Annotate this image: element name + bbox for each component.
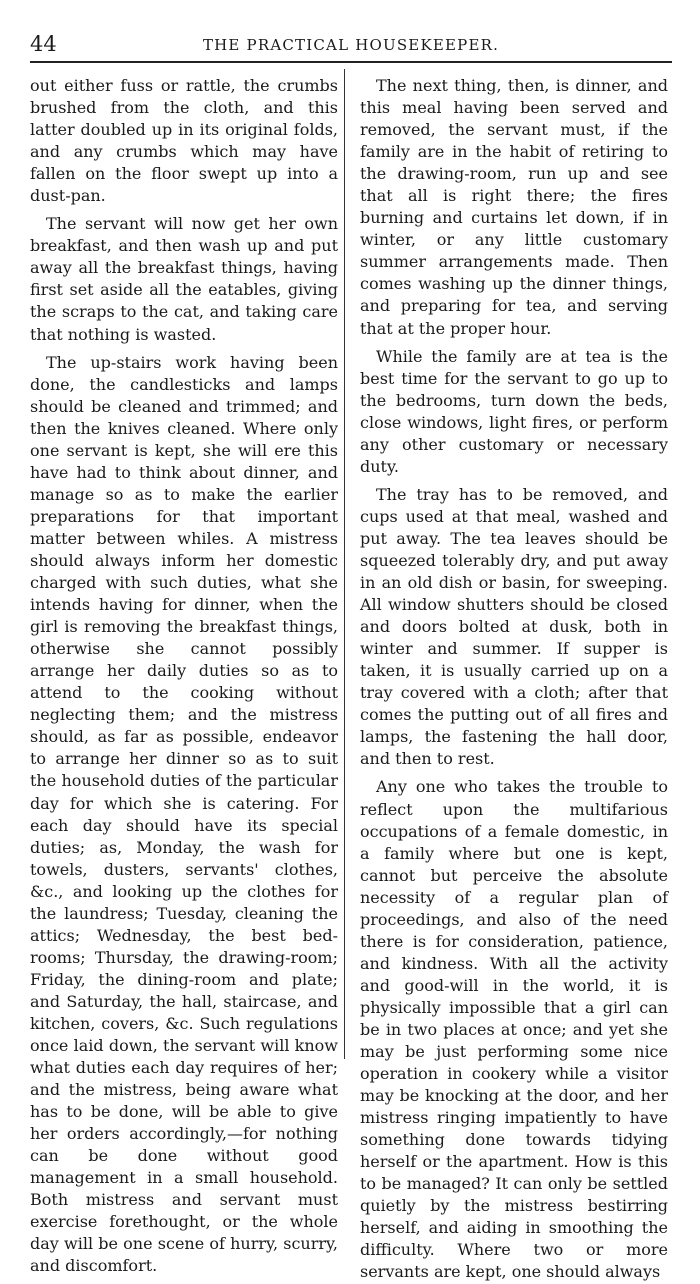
left-column — [30, 75, 338, 1276]
running-title: THE PRACTICAL HOUSEKEEPER. — [202, 36, 500, 54]
paragraph: The servant will now get her own breakfast, and then wash up and put away all the breakfast things, having first set aside all the eatables, giving the scraps to the cat, and taking care that nothing is wasted. — [30, 214, 338, 344]
page-number: 44 — [30, 32, 57, 56]
paragraph: The tray has to be removed, and cups used at that meal, washed and put away. The tea leaves should be squeezed tolerably dry, and put away in an old dish or basin, for sweeping. All window shutters should be closed and doors bolted at dusk, both in winter and summer. If supper is taken, it is usually carried up on a tray covered with a cloth; after that comes the putting out of all fires and lamps, the fastening the hall door, and then to rest. — [360, 484, 668, 769]
paragraph: The up-stairs work having been done, the candlesticks and lamps should be cleaned and trimmed; and then the knives cleaned. Where only one servant is kept, she will ere this have had to think about dinner, and manage so as to make the earlier preparations for that important matter between whiles. A mistress should always inform her domestic charged with such duties, what she intends having for dinner, when the girl is removing the breakfast things, otherwise she cannot possibly arrange her daily duties so as to attend to the cooking without neglecting them; and the mistress should, as far as possible, endeavor to arrange her dinner so as to suit the household duties of the particular day for which she is catering. For each day should have its special duties; as, Monday, the wash for towels, dusters, servants' clothes, &c., and looking up the clothes for the laundress; Tuesday, cleaning the attics; Wednesday, the best bed-rooms; Thursday, the drawing-room; Friday, the dining-room and plate; and Saturday, the hall, staircase, and kitchen, covers, &c. Such regulations once laid down, the servant will know what duties each day requires of her; and the mistress, being aware what has to be done, will be able to give her orders accordingly,—for nothing can be done without good management in a small household. Both mistress and servant must exercise forethought, or the whole day will be one scene of hurry, scurry, and discomfort. — [30, 352, 338, 1276]
header-rule — [30, 61, 672, 63]
column-divider — [344, 69, 345, 1059]
paragraph: The next thing, then, is dinner, and this meal having been served and removed, the servant must, if the family are in the habit of retiring to the drawing-room, run up and see that all is right there; the fires burning and curtains let down, if in winter, or any little customary summer arrangements made. Then comes washing up the dinner things, and preparing for tea, and serving that at the proper hour. — [360, 76, 668, 338]
right-column — [360, 75, 668, 1282]
page-header — [30, 28, 672, 60]
paragraph: Any one who takes the trouble to reflect upon the multifarious occupations of a female domestic, in a family where but one is kept, cannot but perceive the absolute necessity of a regular plan of proceedings, and also of the need there is for consideration, patience, and kindness. With all the activity and good-will in the world, it is physically impossible that a girl can be in two places at once; and yet she may be just performing some nice operation in cookery while a visitor may be knocking at the door, and her mistress ringing impatiently to have something done towards tidying herself or the apartment. How is this to be managed? It can only be settled quietly by the mistress bestirring herself, and aiding in smoothing the difficulty. Where two or more servants are kept, one should always — [360, 777, 668, 1282]
paragraph: While the family are at tea is the best time for the servant to go up to the bedrooms, turn down the beds, close windows, light fires, or perform any other customary or necessary duty. — [360, 346, 668, 476]
paragraph: out either fuss or rattle, the crumbs brushed from the cloth, and this latter doubled up in its original folds, and any crumbs which may have fallen on the floor swept up into a dust-pan. — [30, 76, 338, 206]
